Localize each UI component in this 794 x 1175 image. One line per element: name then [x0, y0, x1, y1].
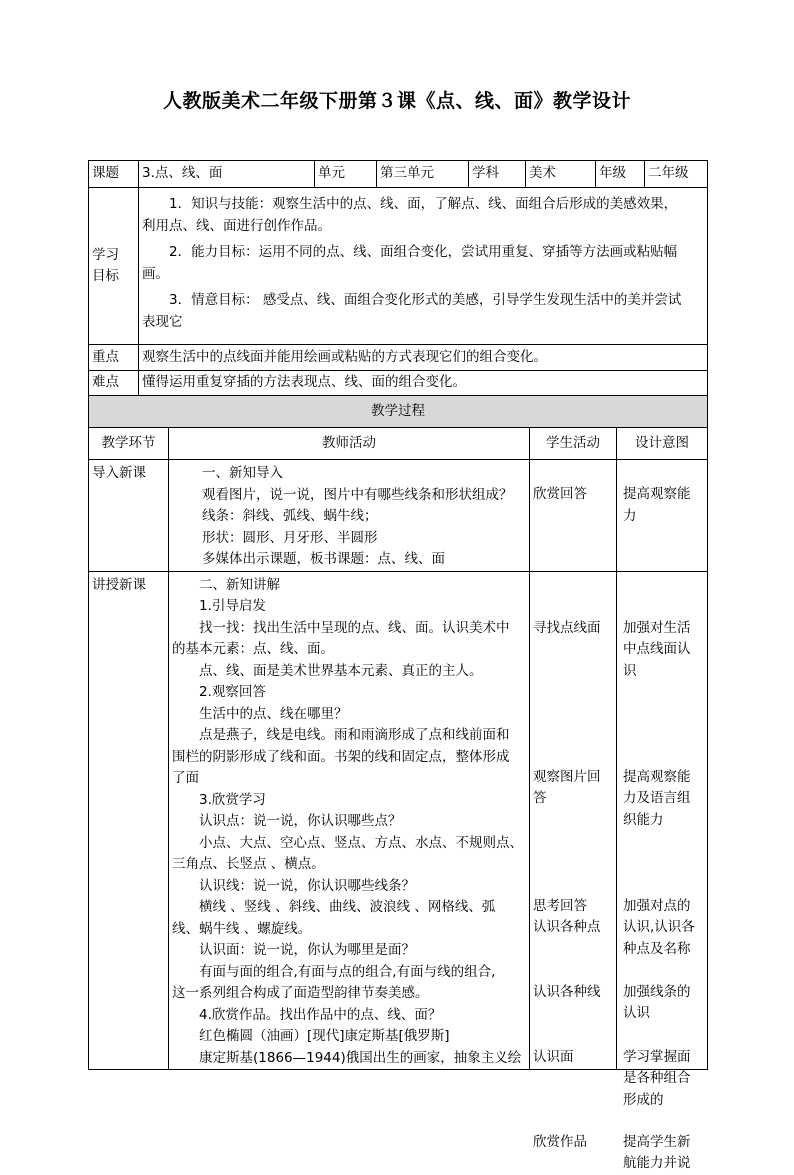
grade-value: 二年级	[645, 161, 708, 188]
key-label: 重点	[89, 345, 139, 371]
intent-3: 加强对点的 认识,认识各 种点及名称	[623, 897, 695, 957]
info-row-key	[89, 345, 708, 371]
difficulty-label: 难点	[89, 371, 139, 396]
process-banner: 教学过程	[89, 396, 708, 428]
difficulty-text: 懂得运用重复穿插的方法表现点、线、面的组合变化。	[139, 371, 708, 396]
info-row-goals	[89, 188, 708, 345]
intro-intent: 提高观察能 力	[617, 460, 708, 572]
intro-student: 欣赏回答	[530, 460, 617, 572]
process-header-row	[89, 428, 708, 460]
page-title: 人教版美术二年级下册第３课《点、线、面》教学设计	[162, 90, 631, 112]
intro-row	[89, 460, 708, 572]
student-activity-1: 寻找点线面	[533, 619, 601, 636]
student-activity-2: 观察图片回 答	[533, 768, 601, 806]
intent-6: 提高学生新 航能力并说	[623, 1133, 691, 1171]
intro-teacher: 一、新知导入 观看图片，说一说，图片中有哪些线条和形状组成？ 线条：斜线、弧线、蜗牛线； 形状：圆形、月牙形、半圆形 多媒体出示课题，板书课题：点、线、面	[169, 460, 530, 572]
header-stage: 教学环节	[89, 428, 169, 460]
teach-student	[530, 571, 617, 1150]
student-activity-3: 思考回答 认识各种点	[533, 897, 601, 935]
student-activity-4: 认识各种线	[533, 983, 601, 1000]
header-teacher: 教师活动	[169, 428, 530, 460]
goal-2: 2．能力目标：运用不同的点、线、面组合变化，尝试用重复、穿插等方法画或粘贴幅 画。	[142, 244, 678, 282]
teach-stage: 讲授新课	[89, 571, 169, 1070]
goals-content	[139, 188, 708, 345]
goal-1: 1．知识与技能：观察生活中的点、线、面，了解点、线、面组合后形成的美感效果， 利用点、线、面进行创作作品。	[142, 196, 678, 234]
topic-label: 课题	[89, 161, 139, 188]
subject-value: 美术	[526, 161, 596, 188]
intent-4: 加强线条的 认识	[623, 983, 691, 1021]
header-student: 学生活动	[530, 428, 617, 460]
intent-2: 提高观察能 力及语言组 织能力	[623, 768, 691, 828]
unit-label: 单元	[315, 161, 377, 188]
student-activity-5: 认识面	[533, 1048, 574, 1065]
key-text: 观察生活中的点线面并能用绘画或粘贴的方式表现它们的组合变化。	[139, 345, 708, 371]
goals-label: 学习 目标	[89, 188, 139, 345]
subject-label: 学科	[469, 161, 526, 188]
info-row-difficulty	[89, 371, 708, 396]
teach-intent	[617, 571, 708, 1171]
unit-value: 第三单元	[377, 161, 469, 188]
process-banner-row	[89, 396, 708, 428]
grade-label: 年级	[596, 161, 645, 188]
teaching-process-table	[88, 395, 708, 1171]
intro-stage: 导入新课	[89, 460, 169, 572]
goal-3: 3．情意目标： 感受点、线、面组合变化形式的美感，引导学生发现生活中的美并尝试 表现它	[142, 292, 682, 330]
info-row-topic	[89, 161, 708, 188]
teach-teacher: 二、新知讲解 1.引导启发 找一找：找出生活中呈现的点、线、面。认识美术中 的基本元素：点、线、面。 点、线、面是美术世界基本元素、真正的主人。 2.观察回答 生活中的点、线在哪里？ 点是燕子，线是电线。雨和雨滴形成了点和线前面和 围栏的阴影形成了线和面。书架的线和固定点，整体形成 了面 3.欣赏学习 认识点：说一说，你认识哪些点？ 小点、大点、空心点、竖点、方点、水点、不规则点、 三角点、长竖点 、横点。 认识线：说一说，你认识哪些线条？ 横线 、竖线 、斜线、曲线、波浪线 、网格线、弧 线、蜗牛线 、螺旋线。 认识面：说一说，你认为哪里是面？ 有面与面的组合,有面与点的组合,有面与线的组合, 这一系列组合构成了面造型韵律节奏美感。 4.欣赏作品。找出作品中的点、线、面？ 红色椭圆（油画）[现代]康定斯基[俄罗斯] 康定斯基(1866—1944)俄国出生的画家，抽象主义绘	[169, 571, 530, 1070]
header-intent: 设计意图	[617, 428, 708, 460]
intent-1: 加强对生活 中点线面认 识	[623, 619, 691, 679]
teach-row	[89, 571, 708, 1070]
intent-5: 学习掌握面 是各种组合 形成的	[623, 1048, 691, 1108]
student-activity-6: 欣赏作品	[533, 1133, 587, 1150]
topic-value: 3.点、线、面	[139, 161, 315, 188]
lesson-info-table	[88, 160, 708, 396]
